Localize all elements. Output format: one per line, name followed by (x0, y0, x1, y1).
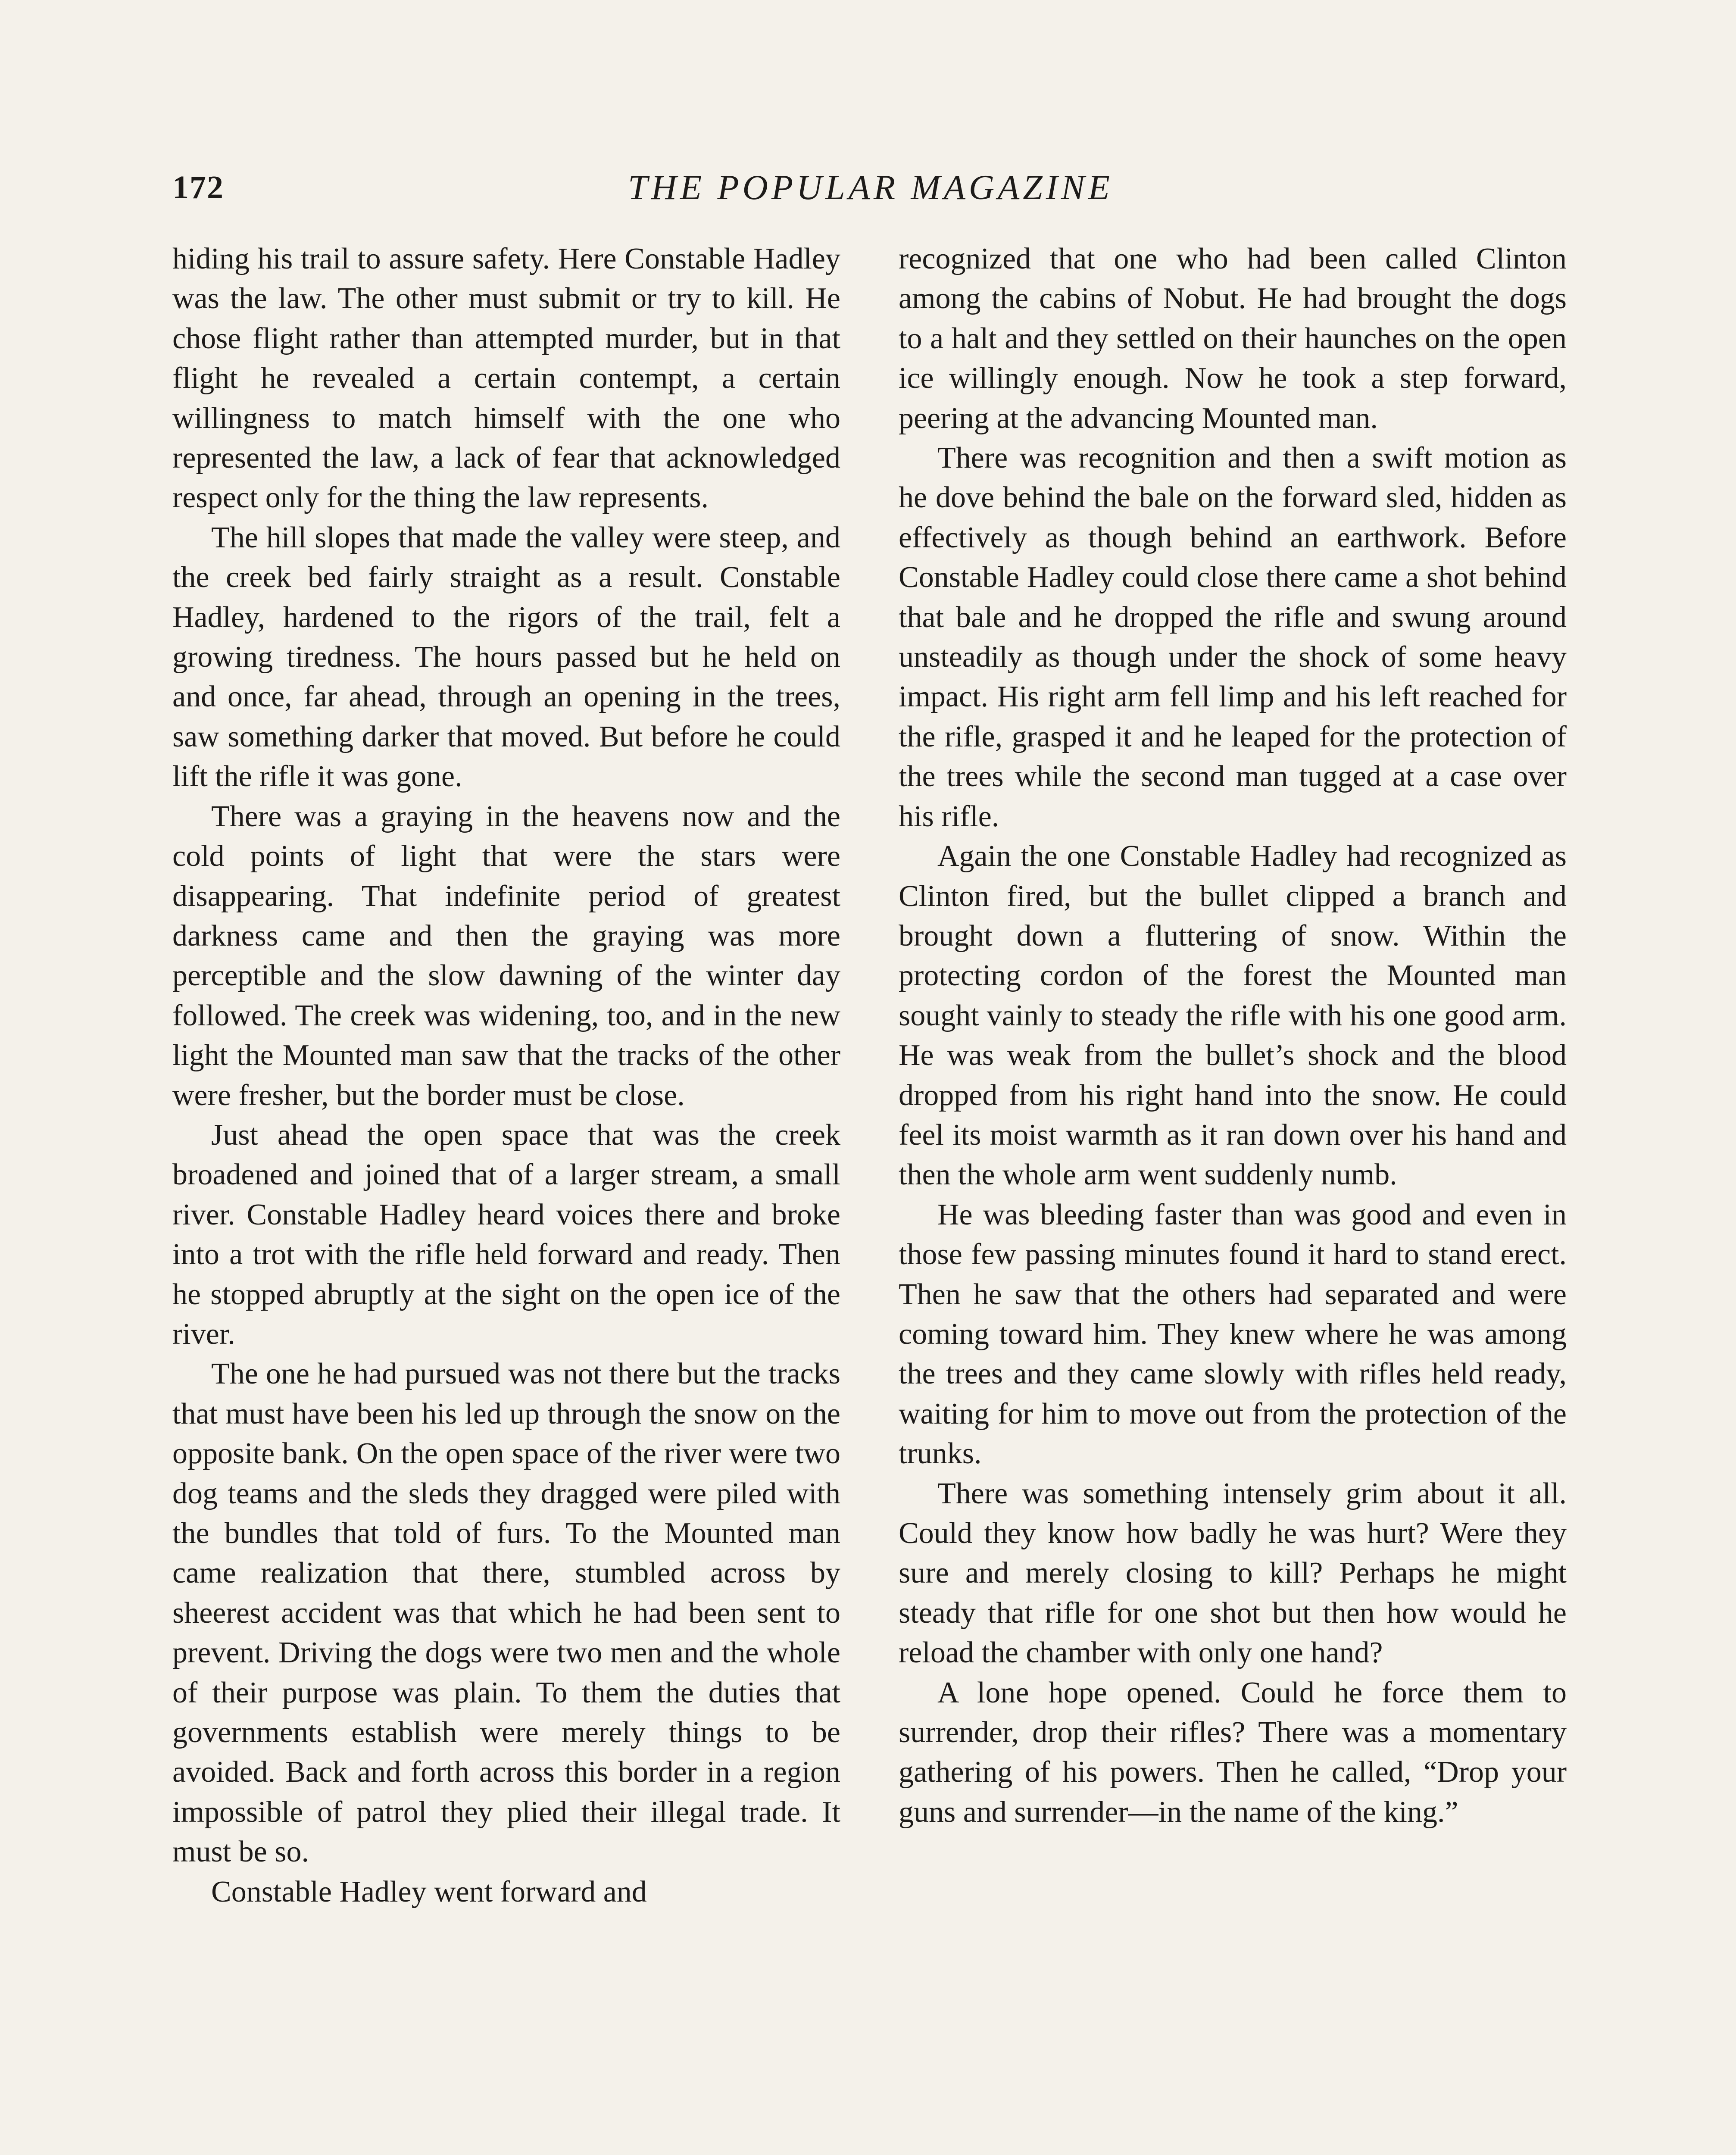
left-column (172, 239, 840, 1912)
paragraph: hiding his trail to assure safety. Here Constable Hadley was the law. The other must submit or try to kill. He chose flight rather than attempted murder, but in that flight he revealed a certain contempt, a certain willingness to match himself with the one who represented the law, a lack of fear that acknowledged respect only for the thing the law represents. (172, 242, 840, 515)
paragraph: recognized that one who had been called Clinton among the cabins of Nobut. He had brought the dogs to a halt and they settled on their haunches on the open ice willingly enough. Now he took a step forward, peering at the advancing Mounted man. (899, 242, 1567, 435)
paragraph: A lone hope opened. Could he force them to surrender, drop their rifles? There was a momentary gathering of his powers. Then he called, “Drop your guns and surrender—in the name of the king.” (899, 1676, 1567, 1829)
paragraph: There was recognition and then a swift motion as he dove behind the bale on the forward sled, hidden as effectively as though behind an earthwork. Before Constable Hadley could close there came a shot behind that bale and he dropped the rifle and swung around unsteadily as though under the shock of some heavy impact. His right arm fell limp and his left reached for the rifle, grasped it and he leaped for the protection of the trees while the second man tugged at a case over his rifle. (899, 441, 1567, 833)
running-title: THE POPULAR MAGAZINE (628, 168, 1113, 207)
page-header (172, 166, 1569, 218)
paragraph: Again the one Constable Hadley had recognized as Clinton fired, but the bullet clipped a branch and brought down a fluttering of snow. Within the protecting cordon of the forest the Mounted man sought vainly to steady the rifle with his one good arm. He was weak from the bullet’s shock and the blood dropped from his right hand into the snow. He could feel its moist warmth as it ran down over his hand and then the whole arm went suddenly numb. (899, 840, 1567, 1192)
paragraph: The hill slopes that made the valley were steep, and the creek bed fairly straight as a result. Constable Hadley, hardened to the rigors of the trail, felt a growing tiredness. The hours passed but he held on and once, far ahead, through an opening in the trees, saw something darker that moved. But before he could lift the rifle it was gone. (172, 521, 840, 793)
paragraph: There was something intensely grim about it all. Could they know how badly he was hurt? Were they sure and merely closing to kill? Perhaps he might steady that rifle for one shot but then how would he reload the chamber with only one hand? (899, 1477, 1567, 1670)
paragraph: He was bleeding faster than was good and even in those few passing minutes found it hard to stand erect. Then he saw that the others had separated and were coming toward him. They knew where he was among the trees and they came slowly with rifles held ready, waiting for him to move out from the protection of the trunks. (899, 1198, 1567, 1471)
text-columns (172, 239, 1569, 2155)
page-number: 172 (172, 169, 224, 206)
paragraph: The one he had pursued was not there but the tracks that must have been his led up through the snow on the opposite bank. On the open space of the river were two dog teams and the sleds they dragged were piled with the bundles that told of furs. To the Mounted man came realization that there, stumbled across by sheerest accident was that which he had been sent to prevent. Driving the dogs were two men and the whole of their purpose was plain. To them the duties that governments establish were merely things to be avoided. Back and forth across this border in a region impossible of patrol they plied their illegal trade. It must be so. (172, 1357, 840, 1869)
paragraph: There was a graying in the heavens now and the cold points of light that were the stars were disappearing. That indefinite period of greatest darkness came and then the graying was more perceptible and the slow dawning of the winter day followed. The creek was widening, too, and in the new light the Mounted man saw that the tracks of the other were fresher, but the border must be close. (172, 800, 840, 1112)
right-column (899, 239, 1567, 1832)
paragraph: Constable Hadley went forward and (211, 1875, 647, 1908)
paragraph: Just ahead the open space that was the creek broadened and joined that of a larger stream, a small river. Constable Hadley heard voices there and broke into a trot with the rifle held forward and ready. Then he stopped abruptly at the sight on the open ice of the river. (172, 1118, 840, 1351)
